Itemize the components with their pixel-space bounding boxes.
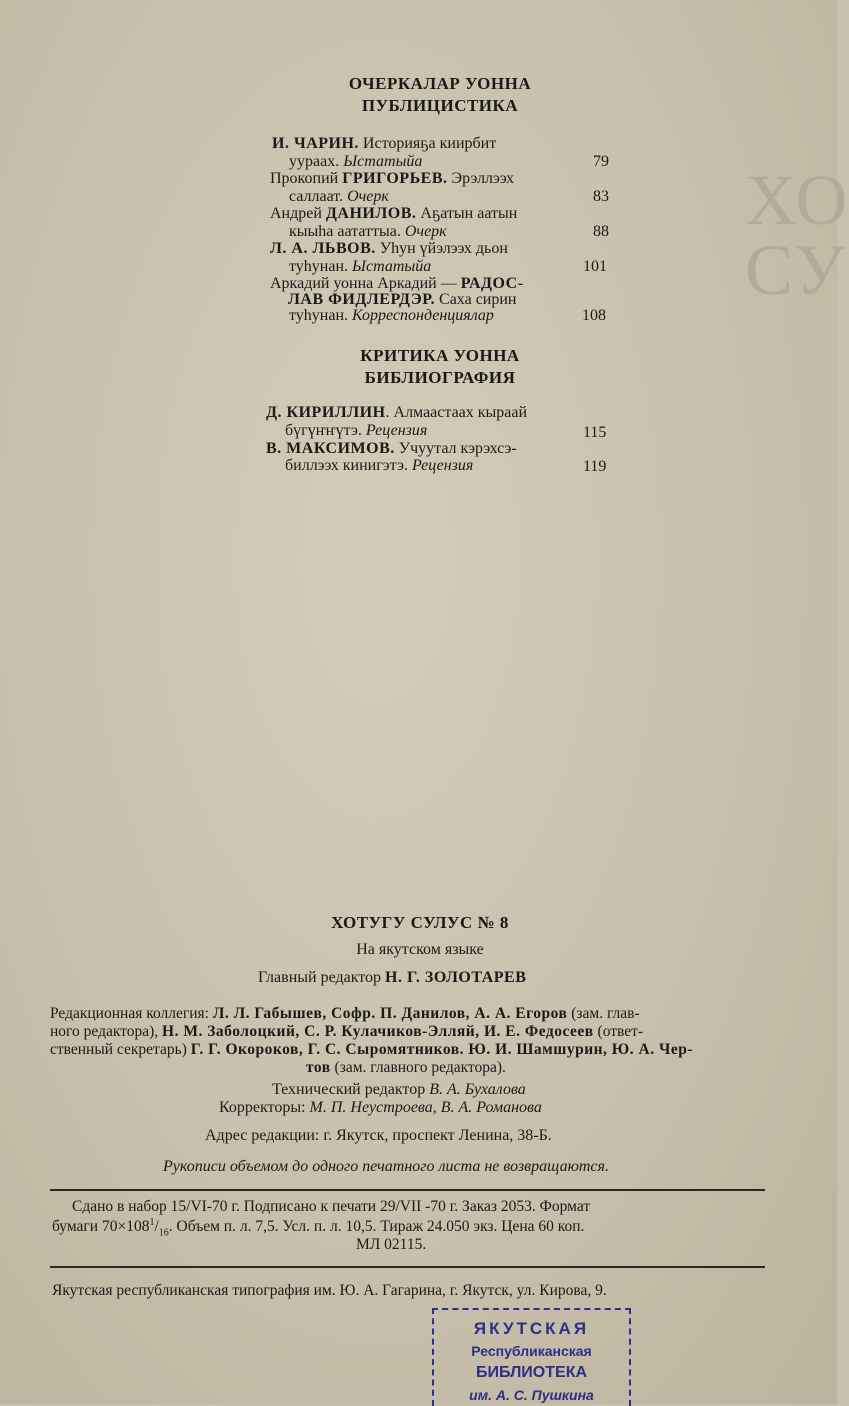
print-details-line: бумаги $70\times 108^1/_{16}$. Объем п. л. 7,5. Усл. п. л. 10,5. Тираж 24.050 экз. Цена 60 коп. [52, 1217, 585, 1239]
section-heading-line: ОЧЕРКАЛАР УОННА [348, 74, 532, 93]
toc-entry-line [289, 258, 431, 276]
bleed-through-artwork: ХО СУ [745, 160, 849, 310]
editorial-board-line [50, 1005, 640, 1023]
license-number: МЛ 02115. [356, 1236, 427, 1253]
entry-author: РАДОС- [460, 275, 524, 292]
editorial-board-line [306, 1059, 506, 1077]
entry-genre: Рецензия [411, 457, 474, 474]
entry-author: Л. А. ЛЬВОВ. [270, 240, 376, 257]
board-note: (ответ- [593, 1023, 644, 1040]
stamp-line: ЯКУТСКАЯ [473, 1319, 590, 1338]
entry-author-first: Аркадий уонна Аркадий — [270, 275, 461, 292]
entry-title: туһунан. [289, 307, 353, 324]
technical-editor [272, 1081, 526, 1099]
toc-entry-maksimov [266, 440, 517, 458]
board-note: (зам. главного редактора). [330, 1059, 506, 1076]
entry-title: Уһун үйэлээх дьон [375, 240, 508, 257]
entry-genre: Рецензия [365, 422, 428, 439]
entry-title: туһунан. [289, 258, 353, 275]
toc-entry-line [289, 223, 447, 241]
print-volume: . Объем п. л. 7,5. Усл. п. л. 10,5. Тираж 24.050 экз. Цена 60 коп. [168, 1218, 585, 1236]
entry-title: Учуутал кэрэхсэ- [394, 440, 517, 457]
section-heading-essays [270, 73, 610, 117]
entry-page-number: 119 [583, 458, 607, 475]
entry-genre: Корреспонденциялар [352, 307, 494, 324]
entry-page-number: 108 [582, 307, 606, 324]
entry-title: кыыһа аататтыа. [289, 223, 405, 240]
paper-format: бумаги 70×108 [52, 1218, 150, 1236]
entry-author: ГРИГОРЬЕВ. [342, 170, 448, 187]
entry-author-first: Андрей [270, 205, 326, 222]
entry-genre: Очерк [404, 223, 447, 240]
journal-title: ХОТУГУ СУЛУС № 8 [331, 913, 509, 932]
board-note: ственный секретарь) [50, 1041, 191, 1058]
divider [50, 1189, 765, 1191]
entry-page-number: 88 [593, 223, 609, 240]
editorial-board-line [50, 1023, 643, 1041]
entry-author: Д. КИРИЛЛИН [266, 404, 386, 421]
entry-title: бүгүҥҥүтэ. [285, 422, 366, 439]
tech-editor-name: В. А. Бухалова [429, 1081, 526, 1098]
entry-page-number: 83 [593, 188, 609, 205]
section-heading-line: КРИТИКА УОННА [360, 346, 520, 365]
entry-page-number: 79 [593, 153, 609, 170]
entry-author: И. ЧАРИН. [272, 135, 359, 152]
board-members: тов [306, 1059, 331, 1076]
board-members: Л. Л. Габышев, Софр. П. Данилов, А. А. Егоров [212, 1005, 568, 1022]
stamp-line: БИБЛИОТЕКА [475, 1364, 588, 1381]
entry-author: ДАНИЛОВ. [325, 205, 417, 222]
entry-author-first: Прокопий [270, 170, 343, 187]
entry-page-number: 101 [583, 258, 607, 275]
entry-title: Саха сирин [435, 291, 517, 308]
toc-entry-lvov [270, 240, 508, 258]
stamp-line: Республиканская [471, 1343, 592, 1359]
board-members: Н. М. Заболоцкий, С. Р. Кулачиков-Элляй, И. Е. Федосеев [162, 1023, 594, 1040]
toc-entry-line [285, 422, 427, 440]
editor-label: Главный редактор [258, 969, 386, 986]
section-heading-line: ПУБЛИЦИСТИКА [361, 96, 519, 115]
entry-page-number: 115 [583, 424, 607, 441]
editor-name: Н. Г. ЗОЛОТАРЕВ [385, 969, 527, 986]
entry-title: Историяҕа киирбит [358, 135, 497, 152]
toc-entry-line [289, 153, 422, 171]
format-denominator: 16 [158, 1227, 169, 1239]
editorial-board-line [50, 1041, 693, 1059]
manuscripts-note: Рукописи объемом до одного печатного листа не возвращаются. [163, 1158, 609, 1175]
board-label: Редакционная коллегия: [50, 1005, 213, 1022]
printing-house: Якутская республиканская типография им. Ю. А. Гагарина, г. Якутск, ул. Кирова, 9. [52, 1282, 607, 1299]
entry-title: биллээх кинигэтэ. [285, 457, 412, 474]
divider [50, 1266, 765, 1268]
entry-author: ЛАВ ФИДЛЕРДЭР. [288, 291, 436, 308]
section-heading-line: БИБЛИОГРАФИЯ [364, 368, 516, 387]
format-numerator: 1 [149, 1217, 155, 1228]
chief-editor [258, 969, 526, 987]
entry-genre: Ыстатыйа [343, 153, 423, 170]
entry-title: саллаат. [289, 188, 348, 205]
library-stamp [432, 1308, 631, 1406]
tech-editor-label: Технический редактор [272, 1081, 430, 1098]
toc-entry-danilov [270, 205, 517, 223]
board-note: (зам. глав- [567, 1005, 640, 1022]
entry-genre: Очерк [347, 188, 389, 205]
toc-entry-line [289, 307, 494, 325]
toc-entry-line [285, 457, 473, 475]
stamp-line: им. А. С. Пушкина [469, 1387, 594, 1403]
entry-genre: Ыстатыйа [352, 258, 432, 275]
entry-title: Эрэллээх [447, 170, 515, 187]
toc-entry-charin [272, 135, 496, 153]
toc-entry-kirillin [266, 404, 527, 422]
toc-entry-line [289, 188, 389, 206]
board-note: ного редактора), [50, 1023, 163, 1040]
toc-entry-grigoriev [270, 170, 514, 188]
entry-title: Аҕатын аатын [416, 205, 518, 222]
entry-author: В. МАКСИМОВ. [266, 440, 395, 457]
proofreaders-label: Корректоры: [219, 1099, 310, 1116]
language-note: На якутском языке [356, 941, 484, 958]
editorial-address: Адрес редакции: г. Якутск, проспект Ленина, 38-Б. [205, 1127, 552, 1144]
section-heading-criticism [270, 345, 610, 389]
proofreaders [219, 1099, 542, 1117]
proofreaders-names: М. П. Неустроева, В. А. Романова [309, 1099, 542, 1116]
entry-title: уураах. [289, 153, 344, 170]
entry-title: . Алмаастаах кыраай [385, 404, 528, 421]
board-members: Г. Г. Окороков, Г. С. Сыромятников. Ю. И. Шамшурин, Ю. А. Чер- [190, 1041, 693, 1058]
print-details-line: Сдано в набор 15/VI-70 г. Подписано к печати 29/VII -70 г. Заказ 2053. Формат [72, 1198, 591, 1215]
